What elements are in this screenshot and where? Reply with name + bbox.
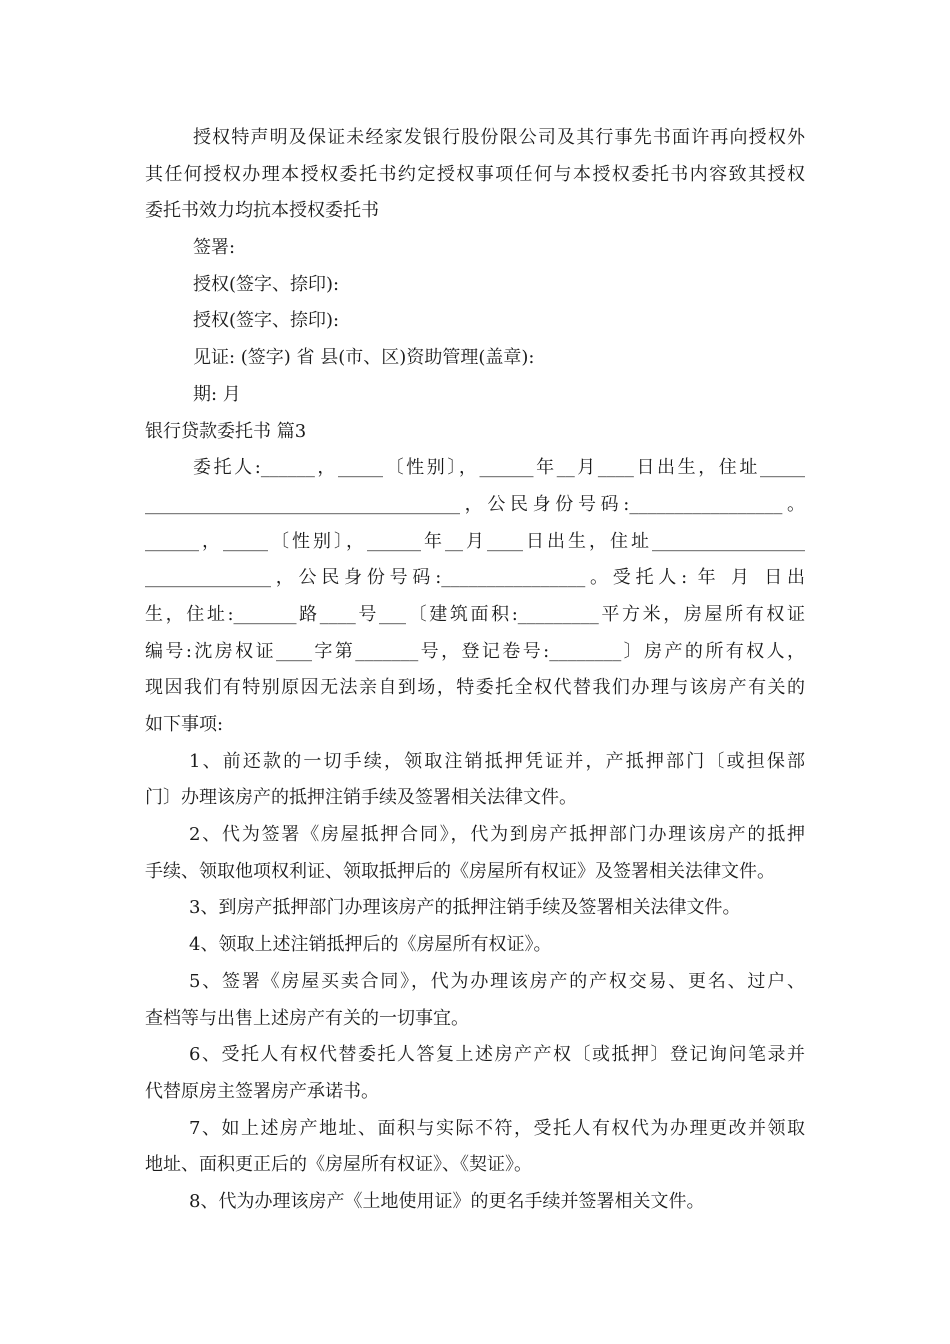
text-line: 手续、领取他项权利证、领取抵押后的《房屋所有权证》及签署相关法律文件。 (145, 860, 775, 882)
text-line: 6、受托人有权代替委托人答复上述房产产权〔或抵押〕登记询问笔录并 (189, 1044, 805, 1066)
authorizer-signature-2: 授权(签字、捺印): (193, 310, 340, 332)
declaration-paragraph (145, 120, 805, 230)
list-item (145, 817, 805, 890)
text-line: 1、前还款的一切手续，领取注销抵押凭证并，产抵押部门〔或担保部 (189, 750, 805, 772)
text-line: 查档等与出售上述房产有关的一切事宜。 (145, 1007, 469, 1029)
document-page (145, 120, 805, 1221)
section-heading: 银行贷款委托书 篇3 (145, 420, 307, 442)
list-item (145, 744, 805, 817)
text-line: 生，住址:_______路____号___〔建筑面积:_________平方米，房屋所有权证 (145, 603, 805, 625)
list-item (145, 927, 805, 964)
text-line: 现因我们有特别原因无法亲自到场，特委托全权代替我们办理与该房产有关的 (145, 677, 805, 699)
text-line: 授权特声明及保证未经家发银行股份限公司及其行事先书面许再向授权外 (193, 127, 805, 148)
text-line: ______________，公民身份号码:________________。受托人: 年 月 日出 (145, 567, 805, 589)
list-item (145, 1111, 805, 1184)
text-line: 代替原房主签署房产承诺书。 (145, 1080, 379, 1102)
text-line: 3、到房产抵押部门办理该房产的抵押注销手续及签署相关法律文件。 (189, 897, 741, 919)
list-item (145, 1184, 805, 1221)
text-line: ______，_____〔性别〕，______年__月____日出生，住址_________________ (145, 530, 805, 552)
text-line: 地址、面积更正后的《房屋所有权证》、《契证》。 (145, 1154, 532, 1176)
authorizer-signature-1: 授权(签字、捺印): (193, 273, 340, 295)
principal-paragraph (145, 450, 805, 744)
text-line: ___________________________________，公民身份号码:_________________。 (145, 493, 805, 515)
text-line: 5、签署《房屋买卖合同》，代为办理该房产的产权交易、更名、过户、 (189, 970, 805, 992)
text-line: 2、代为签署《房屋抵押合同》，代为到房产抵押部门办理该房产的抵押 (189, 824, 805, 846)
text-line: 编号:沈房权证____字第_______号，登记卷号:________〕房产的所有权人， (145, 640, 805, 662)
witness-line: 见证: (签字) 省 县(市、区)资助管理(盖章): (193, 347, 535, 369)
text-line: 8、代为办理该房产《土地使用证》的更名手续并签署相关文件。 (189, 1190, 705, 1212)
text-line: 委托人:______，_____〔性别〕，______年__月____日出生，住址_____ (193, 457, 805, 479)
text-line: 7、如上述房产地址、面积与实际不符，受托人有权代为办理更改并领取 (189, 1117, 805, 1139)
text-line: 如下事项: (145, 714, 224, 735)
text-line: 4、领取上述注销抵押后的《房屋所有权证》。 (189, 934, 552, 956)
matters-list (145, 744, 805, 1221)
sign-label: 签署: (193, 237, 236, 259)
text-line: 委托书效力均抗本授权委托书 (145, 200, 379, 222)
text-line: 其任何授权办理本授权委托书约定授权事项任何与本授权委托书内容致其授权 (145, 163, 805, 185)
list-item (145, 1037, 805, 1110)
text-line: 门〕办理该房产的抵押注销手续及签署相关法律文件。 (145, 787, 577, 809)
list-item (145, 964, 805, 1037)
date-line: 期: 月 (193, 383, 241, 405)
signature-block (145, 230, 805, 413)
list-item (145, 890, 805, 927)
